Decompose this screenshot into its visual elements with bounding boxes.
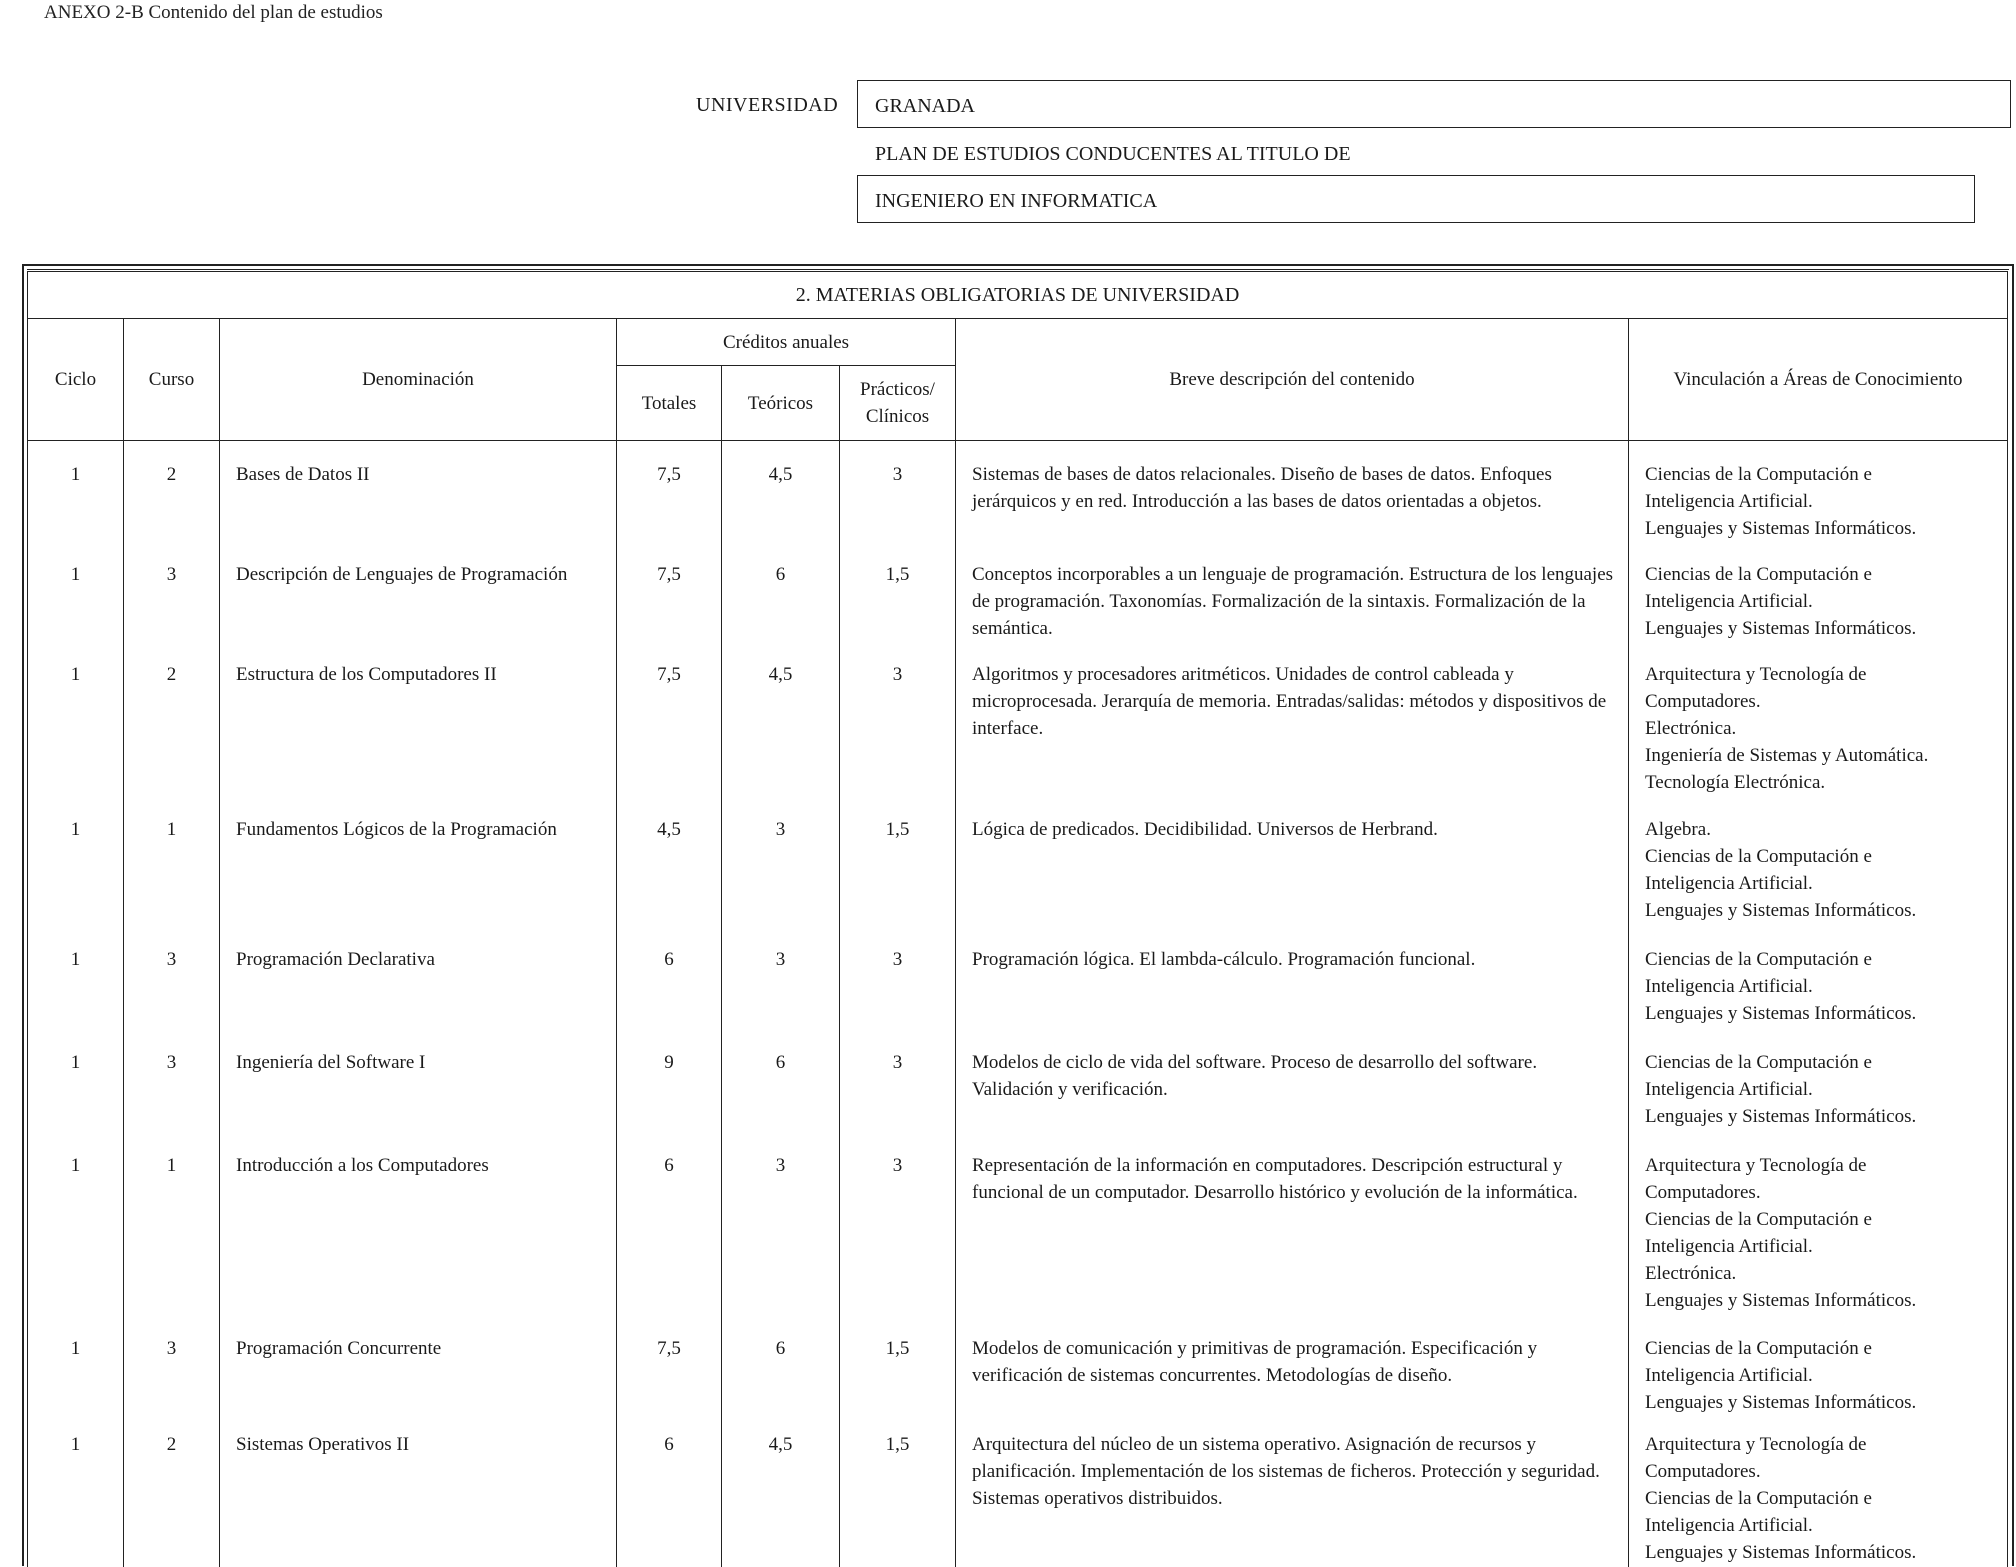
cell-curso: 2 xyxy=(124,441,220,548)
cell-ciclo: 1 xyxy=(28,1321,124,1417)
area-line: Lenguajes y Sistemas Informáticos. xyxy=(1645,1003,1917,1024)
cell-descripcion: Algoritmos y procesadores aritméticos. Unidades de control cableada y microprocesada. Jerarquía de memoria. Entradas/salidas: métodos y dispositivos de interface. xyxy=(956,647,1629,802)
col-header-vinculacion: Vinculación a Áreas de Conocimiento xyxy=(1629,319,2008,441)
cell-totales: 6 xyxy=(617,1138,722,1321)
cell-areas xyxy=(1629,1035,2008,1138)
area-line: Arquitectura y Tecnología de xyxy=(1645,664,1867,685)
cell-teoricos: 6 xyxy=(722,1321,840,1417)
area-line: Ingeniería de Sistemas y Automática. xyxy=(1645,745,1929,766)
col-header-practicos: Prácticos/ Clínicos xyxy=(840,366,956,441)
cell-teoricos: 4,5 xyxy=(722,1417,840,1567)
subjects-table xyxy=(27,271,2008,1567)
area-line: Inteligencia Artificial. xyxy=(1645,1236,1813,1257)
cell-descripcion: Lógica de predicados. Decidibilidad. Universos de Herbrand. xyxy=(956,802,1629,932)
cell-ciclo: 1 xyxy=(28,932,124,1035)
table-row xyxy=(28,441,2008,548)
cell-teoricos: 3 xyxy=(722,1138,840,1321)
area-line: Algebra. xyxy=(1645,819,1711,840)
cell-curso: 3 xyxy=(124,1321,220,1417)
cell-totales: 7,5 xyxy=(617,1321,722,1417)
area-line: Ciencias de la Computación e xyxy=(1645,949,1872,970)
area-line: Inteligencia Artificial. xyxy=(1645,1365,1813,1386)
cell-teoricos: 4,5 xyxy=(722,441,840,548)
table-row xyxy=(28,1321,2008,1417)
cell-curso: 1 xyxy=(124,802,220,932)
cell-ciclo: 1 xyxy=(28,547,124,647)
area-line: Lenguajes y Sistemas Informáticos. xyxy=(1645,618,1917,639)
cell-descripcion: Arquitectura del núcleo de un sistema operativo. Asignación de recursos y planificación. Implementación de los sistemas de ficheros. Protección y seguridad. Sistemas operativos distribuidos. xyxy=(956,1417,1629,1567)
col-header-totales: Totales xyxy=(617,366,722,441)
col-header-denominacion: Denominación xyxy=(220,319,617,441)
cell-areas xyxy=(1629,441,2008,548)
cell-ciclo: 1 xyxy=(28,802,124,932)
cell-practicos: 3 xyxy=(840,1138,956,1321)
cell-denominacion: Fundamentos Lógicos de la Programación xyxy=(220,802,617,932)
cell-descripcion: Programación lógica. El lambda-cálculo. Programación funcional. xyxy=(956,932,1629,1035)
area-line: Computadores. xyxy=(1645,1182,1761,1203)
area-line: Ciencias de la Computación e xyxy=(1645,564,1872,585)
table-row xyxy=(28,647,2008,802)
cell-practicos: 1,5 xyxy=(840,1321,956,1417)
cell-curso: 2 xyxy=(124,647,220,802)
area-line: Arquitectura y Tecnología de xyxy=(1645,1434,1867,1455)
cell-areas xyxy=(1629,932,2008,1035)
cell-denominacion: Sistemas Operativos II xyxy=(220,1417,617,1567)
cell-practicos: 3 xyxy=(840,647,956,802)
table-row xyxy=(28,802,2008,932)
cell-ciclo: 1 xyxy=(28,1035,124,1138)
area-line: Electrónica. xyxy=(1645,1263,1737,1284)
cell-practicos: 1,5 xyxy=(840,1417,956,1567)
table-row xyxy=(28,547,2008,647)
cell-areas xyxy=(1629,647,2008,802)
area-line: Computadores. xyxy=(1645,691,1761,712)
cell-descripcion: Sistemas de bases de datos relacionales. Diseño de bases de datos. Enfoques jerárquicos y en red. Introducción a las bases de datos orientadas a objetos. xyxy=(956,441,1629,548)
table-row xyxy=(28,932,2008,1035)
col-header-teoricos: Teóricos xyxy=(722,366,840,441)
area-line: Lenguajes y Sistemas Informáticos. xyxy=(1645,518,1917,539)
area-line: Inteligencia Artificial. xyxy=(1645,1079,1813,1100)
cell-denominacion: Estructura de los Computadores II xyxy=(220,647,617,802)
cell-teoricos: 6 xyxy=(722,1035,840,1138)
cell-practicos: 1,5 xyxy=(840,547,956,647)
subjects-table-frame xyxy=(22,264,2014,1566)
table-row xyxy=(28,1035,2008,1138)
cell-denominacion: Descripción de Lenguajes de Programación xyxy=(220,547,617,647)
area-line: Arquitectura y Tecnología de xyxy=(1645,1155,1867,1176)
cell-descripcion: Modelos de comunicación y primitivas de programación. Especificación y verificación de sistemas concurrentes. Metodologías de diseño. xyxy=(956,1321,1629,1417)
area-line: Inteligencia Artificial. xyxy=(1645,491,1813,512)
area-line: Lenguajes y Sistemas Informáticos. xyxy=(1645,1290,1917,1311)
area-line: Ciencias de la Computación e xyxy=(1645,1209,1872,1230)
plan-label: PLAN DE ESTUDIOS CONDUCENTES AL TITULO DE xyxy=(875,143,1351,165)
cell-teoricos: 3 xyxy=(722,802,840,932)
cell-denominacion: Programación Concurrente xyxy=(220,1321,617,1417)
university-label: UNIVERSIDAD xyxy=(696,94,839,116)
cell-totales: 9 xyxy=(617,1035,722,1138)
cell-denominacion: Ingeniería del Software I xyxy=(220,1035,617,1138)
table-row xyxy=(28,1138,2008,1321)
area-line: Ciencias de la Computación e xyxy=(1645,1052,1872,1073)
area-line: Inteligencia Artificial. xyxy=(1645,591,1813,612)
cell-totales: 7,5 xyxy=(617,647,722,802)
cell-practicos: 3 xyxy=(840,441,956,548)
cell-areas xyxy=(1629,547,2008,647)
cell-descripcion: Modelos de ciclo de vida del software. Proceso de desarrollo del software. Validación y verificación. xyxy=(956,1035,1629,1138)
cell-totales: 7,5 xyxy=(617,441,722,548)
cell-ciclo: 1 xyxy=(28,441,124,548)
area-line: Inteligencia Artificial. xyxy=(1645,1515,1813,1536)
cell-curso: 3 xyxy=(124,547,220,647)
area-line: Ciencias de la Computación e xyxy=(1645,1488,1872,1509)
cell-practicos: 3 xyxy=(840,932,956,1035)
area-line: Lenguajes y Sistemas Informáticos. xyxy=(1645,1542,1917,1563)
cell-areas xyxy=(1629,1417,2008,1567)
cell-curso: 1 xyxy=(124,1138,220,1321)
cell-totales: 7,5 xyxy=(617,547,722,647)
cell-practicos: 3 xyxy=(840,1035,956,1138)
area-line: Ciencias de la Computación e xyxy=(1645,464,1872,485)
area-line: Ciencias de la Computación e xyxy=(1645,846,1872,867)
col-header-creditos: Créditos anuales xyxy=(617,319,956,366)
cell-denominacion: Introducción a los Computadores xyxy=(220,1138,617,1321)
cell-curso: 2 xyxy=(124,1417,220,1567)
degree-field: INGENIERO EN INFORMATICA xyxy=(857,175,1975,223)
cell-areas xyxy=(1629,1138,2008,1321)
cell-practicos: 1,5 xyxy=(840,802,956,932)
annex-title: ANEXO 2-B Contenido del plan de estudios xyxy=(44,2,383,23)
cell-areas xyxy=(1629,802,2008,932)
cell-curso: 3 xyxy=(124,932,220,1035)
table-row xyxy=(28,1417,2008,1567)
cell-totales: 6 xyxy=(617,932,722,1035)
cell-denominacion: Programación Declarativa xyxy=(220,932,617,1035)
cell-ciclo: 1 xyxy=(28,1138,124,1321)
cell-teoricos: 6 xyxy=(722,547,840,647)
area-line: Electrónica. xyxy=(1645,718,1737,739)
cell-totales: 6 xyxy=(617,1417,722,1567)
area-line: Lenguajes y Sistemas Informáticos. xyxy=(1645,1106,1917,1127)
area-line: Tecnología Electrónica. xyxy=(1645,772,1826,793)
cell-curso: 3 xyxy=(124,1035,220,1138)
university-field: GRANADA xyxy=(857,80,2011,128)
area-line: Inteligencia Artificial. xyxy=(1645,873,1813,894)
cell-totales: 4,5 xyxy=(617,802,722,932)
table-title: 2. MATERIAS OBLIGATORIAS DE UNIVERSIDAD xyxy=(28,272,2008,319)
cell-ciclo: 1 xyxy=(28,647,124,802)
cell-descripcion: Representación de la información en computadores. Descripción estructural y funcional de un computador. Desarrollo histórico y evolución de la informática. xyxy=(956,1138,1629,1321)
cell-ciclo: 1 xyxy=(28,1417,124,1567)
area-line: Lenguajes y Sistemas Informáticos. xyxy=(1645,900,1917,921)
area-line: Ciencias de la Computación e xyxy=(1645,1338,1872,1359)
area-line: Lenguajes y Sistemas Informáticos. xyxy=(1645,1392,1917,1413)
col-header-descripcion: Breve descripción del contenido xyxy=(956,319,1629,441)
area-line: Computadores. xyxy=(1645,1461,1761,1482)
area-line: Inteligencia Artificial. xyxy=(1645,976,1813,997)
col-header-curso: Curso xyxy=(124,319,220,441)
col-header-ciclo: Ciclo xyxy=(28,319,124,441)
cell-teoricos: 4,5 xyxy=(722,647,840,802)
cell-areas xyxy=(1629,1321,2008,1417)
cell-descripcion: Conceptos incorporables a un lenguaje de programación. Estructura de los lenguajes de programación. Taxonomías. Formalización de la sintaxis. Formalización de la semántica. xyxy=(956,547,1629,647)
cell-teoricos: 3 xyxy=(722,932,840,1035)
cell-denominacion: Bases de Datos II xyxy=(220,441,617,548)
